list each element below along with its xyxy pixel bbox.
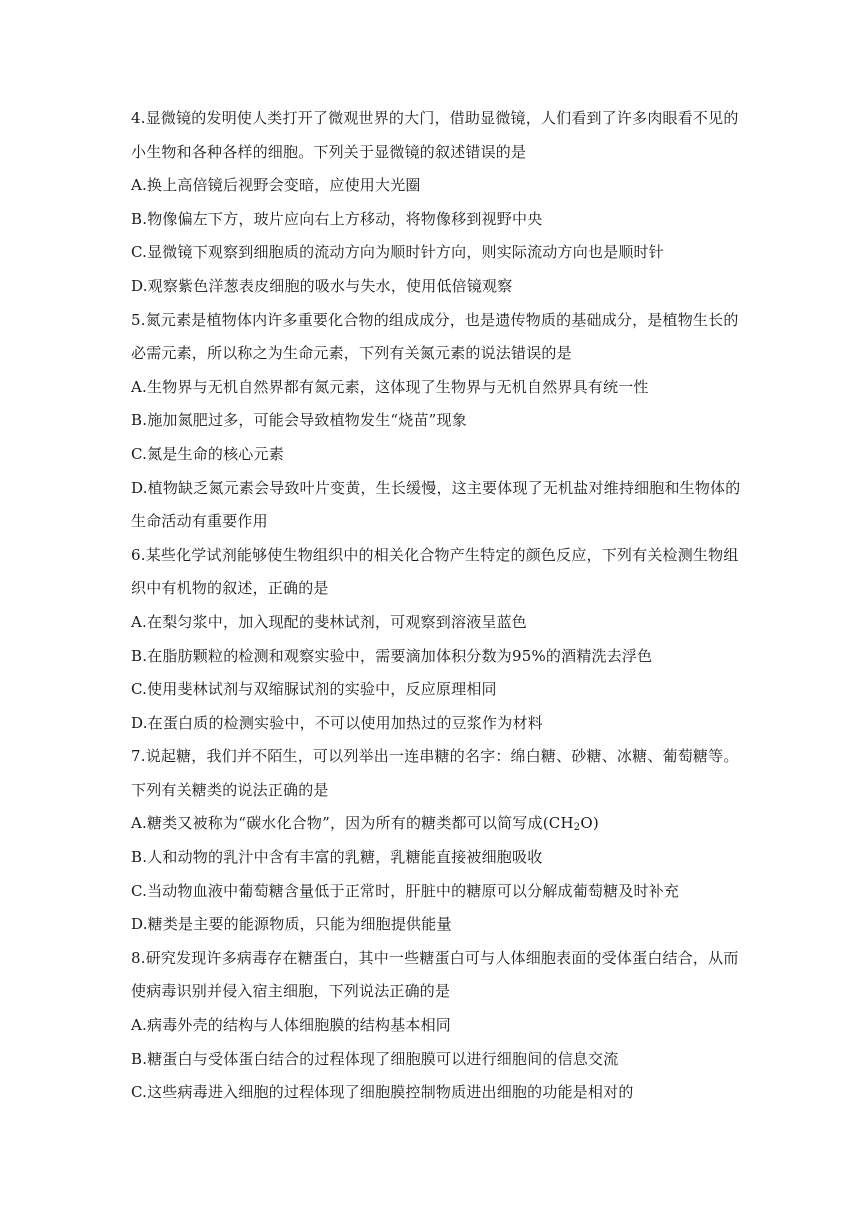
question-5-option-d-line-1: D.植物缺乏氮元素会导致叶片变黄，生长缓慢，这主要体现了无机盐对维持细胞和生物体的	[131, 478, 741, 497]
question-7-option-b: B.人和动物的乳汁中含有丰富的乳糖，乳糖能直接被细胞吸收	[131, 848, 543, 867]
question-8-stem-line-1: 8.研究发现许多病毒存在糖蛋白，其中一些糖蛋白可与人体细胞表面的受体蛋白结合，从而	[131, 948, 739, 967]
question-6-stem-line-1: 6.某些化学试剂能够使生物组织中的相关化合物产生特定的颜色反应，下列有关检测生物组	[131, 545, 739, 564]
formula-subscript: 2	[573, 822, 581, 834]
question-5-option-c: C.氮是生命的核心元素	[131, 444, 284, 463]
question-6-option-d: D.在蛋白质的检测实验中，不可以使用加热过的豆浆作为材料	[131, 713, 543, 732]
question-5-stem-line-1: 5.氮元素是植物体内许多重要化合物的组成成分，也是遗传物质的基础成分，是植物生长的	[131, 310, 739, 329]
question-7-option-a-text: A.糖类又被称为“碳水化合物”，因为所有的糖类都可以简写成(CH	[131, 814, 574, 833]
question-7-option-d: D.糖类是主要的能源物质，只能为细胞提供能量	[131, 915, 452, 934]
question-7-option-c: C.当动物血液中葡萄糖含量低于正常时，肝脏中的糖原可以分解成葡萄糖及时补充	[131, 881, 680, 900]
question-5-option-a: A.生物界与无机自然界都有氮元素，这体现了生物界与无机自然界具有统一性	[131, 377, 649, 396]
question-6-option-a: A.在梨匀浆中，加入现配的斐林试剂，可观察到溶液呈蓝色	[131, 612, 528, 631]
question-5-stem-line-2: 必需元素，所以称之为生命元素，下列有关氮元素的说法错误的是	[131, 344, 572, 363]
question-4-stem-line-1: 4.显微镜的发明使人类打开了微观世界的大门，借助显微镜，人们看到了许多肉眼看不见的	[131, 109, 739, 127]
question-5-option-d-line-2: 生命活动有重要作用	[131, 512, 268, 531]
question-7-stem-line-1: 7.说起糖，我们并不陌生，可以列举出一连串糖的名字：绵白糖、砂糖、冰糖、葡萄糖等。	[131, 747, 739, 766]
question-6-option-b: B.在脂肪颗粒的检测和观察实验中，需要滴加体积分数为95%的酒精洗去浮色	[131, 646, 653, 665]
question-4-option-b: B.物像偏左下方，玻片应向右上方移动，将物像移到视野中央	[131, 209, 543, 228]
question-4-option-a: A.换上高倍镜后视野会变暗，应使用大光圈	[131, 176, 421, 195]
question-7-stem-line-2: 下列有关糖类的说法正确的是	[131, 780, 329, 799]
question-8-option-c: C.这些病毒进入细胞的过程体现了细胞膜控制物质进出细胞的功能是相对的	[131, 1083, 634, 1102]
question-6-option-c: C.使用斐林试剂与双缩脲试剂的实验中，反应原理相同	[131, 680, 497, 699]
question-5-option-b: B.施加氮肥过多，可能会导致植物发生“烧苗”现象	[131, 411, 467, 430]
question-7-option-a	[131, 807, 731, 841]
question-4-option-c: C.显微镜下观察到细胞质的流动方向为顺时针方向，则实际流动方向也是顺时针	[131, 243, 664, 262]
question-4-option-d: D.观察紫色洋葱表皮细胞的吸水与失水，使用低倍镜观察	[131, 276, 513, 295]
question-4-stem-line-2: 小生物和各种各样的细胞。下列关于显微镜的叙述错误的是	[131, 142, 527, 161]
question-6-stem-line-2: 织中有机物的叙述，正确的是	[131, 579, 329, 598]
question-7-option-a-tail: O)	[580, 814, 599, 833]
question-8-option-b: B.糖蛋白与受体蛋白结合的过程体现了细胞膜可以进行细胞间的信息交流	[131, 1049, 619, 1068]
exam-page	[131, 102, 741, 1110]
question-8-option-a: A.病毒外壳的结构与人体细胞膜的结构基本相同	[131, 1016, 452, 1035]
question-8-stem-line-2: 使病毒识别并侵入宿主细胞，下列说法正确的是	[131, 982, 451, 1001]
